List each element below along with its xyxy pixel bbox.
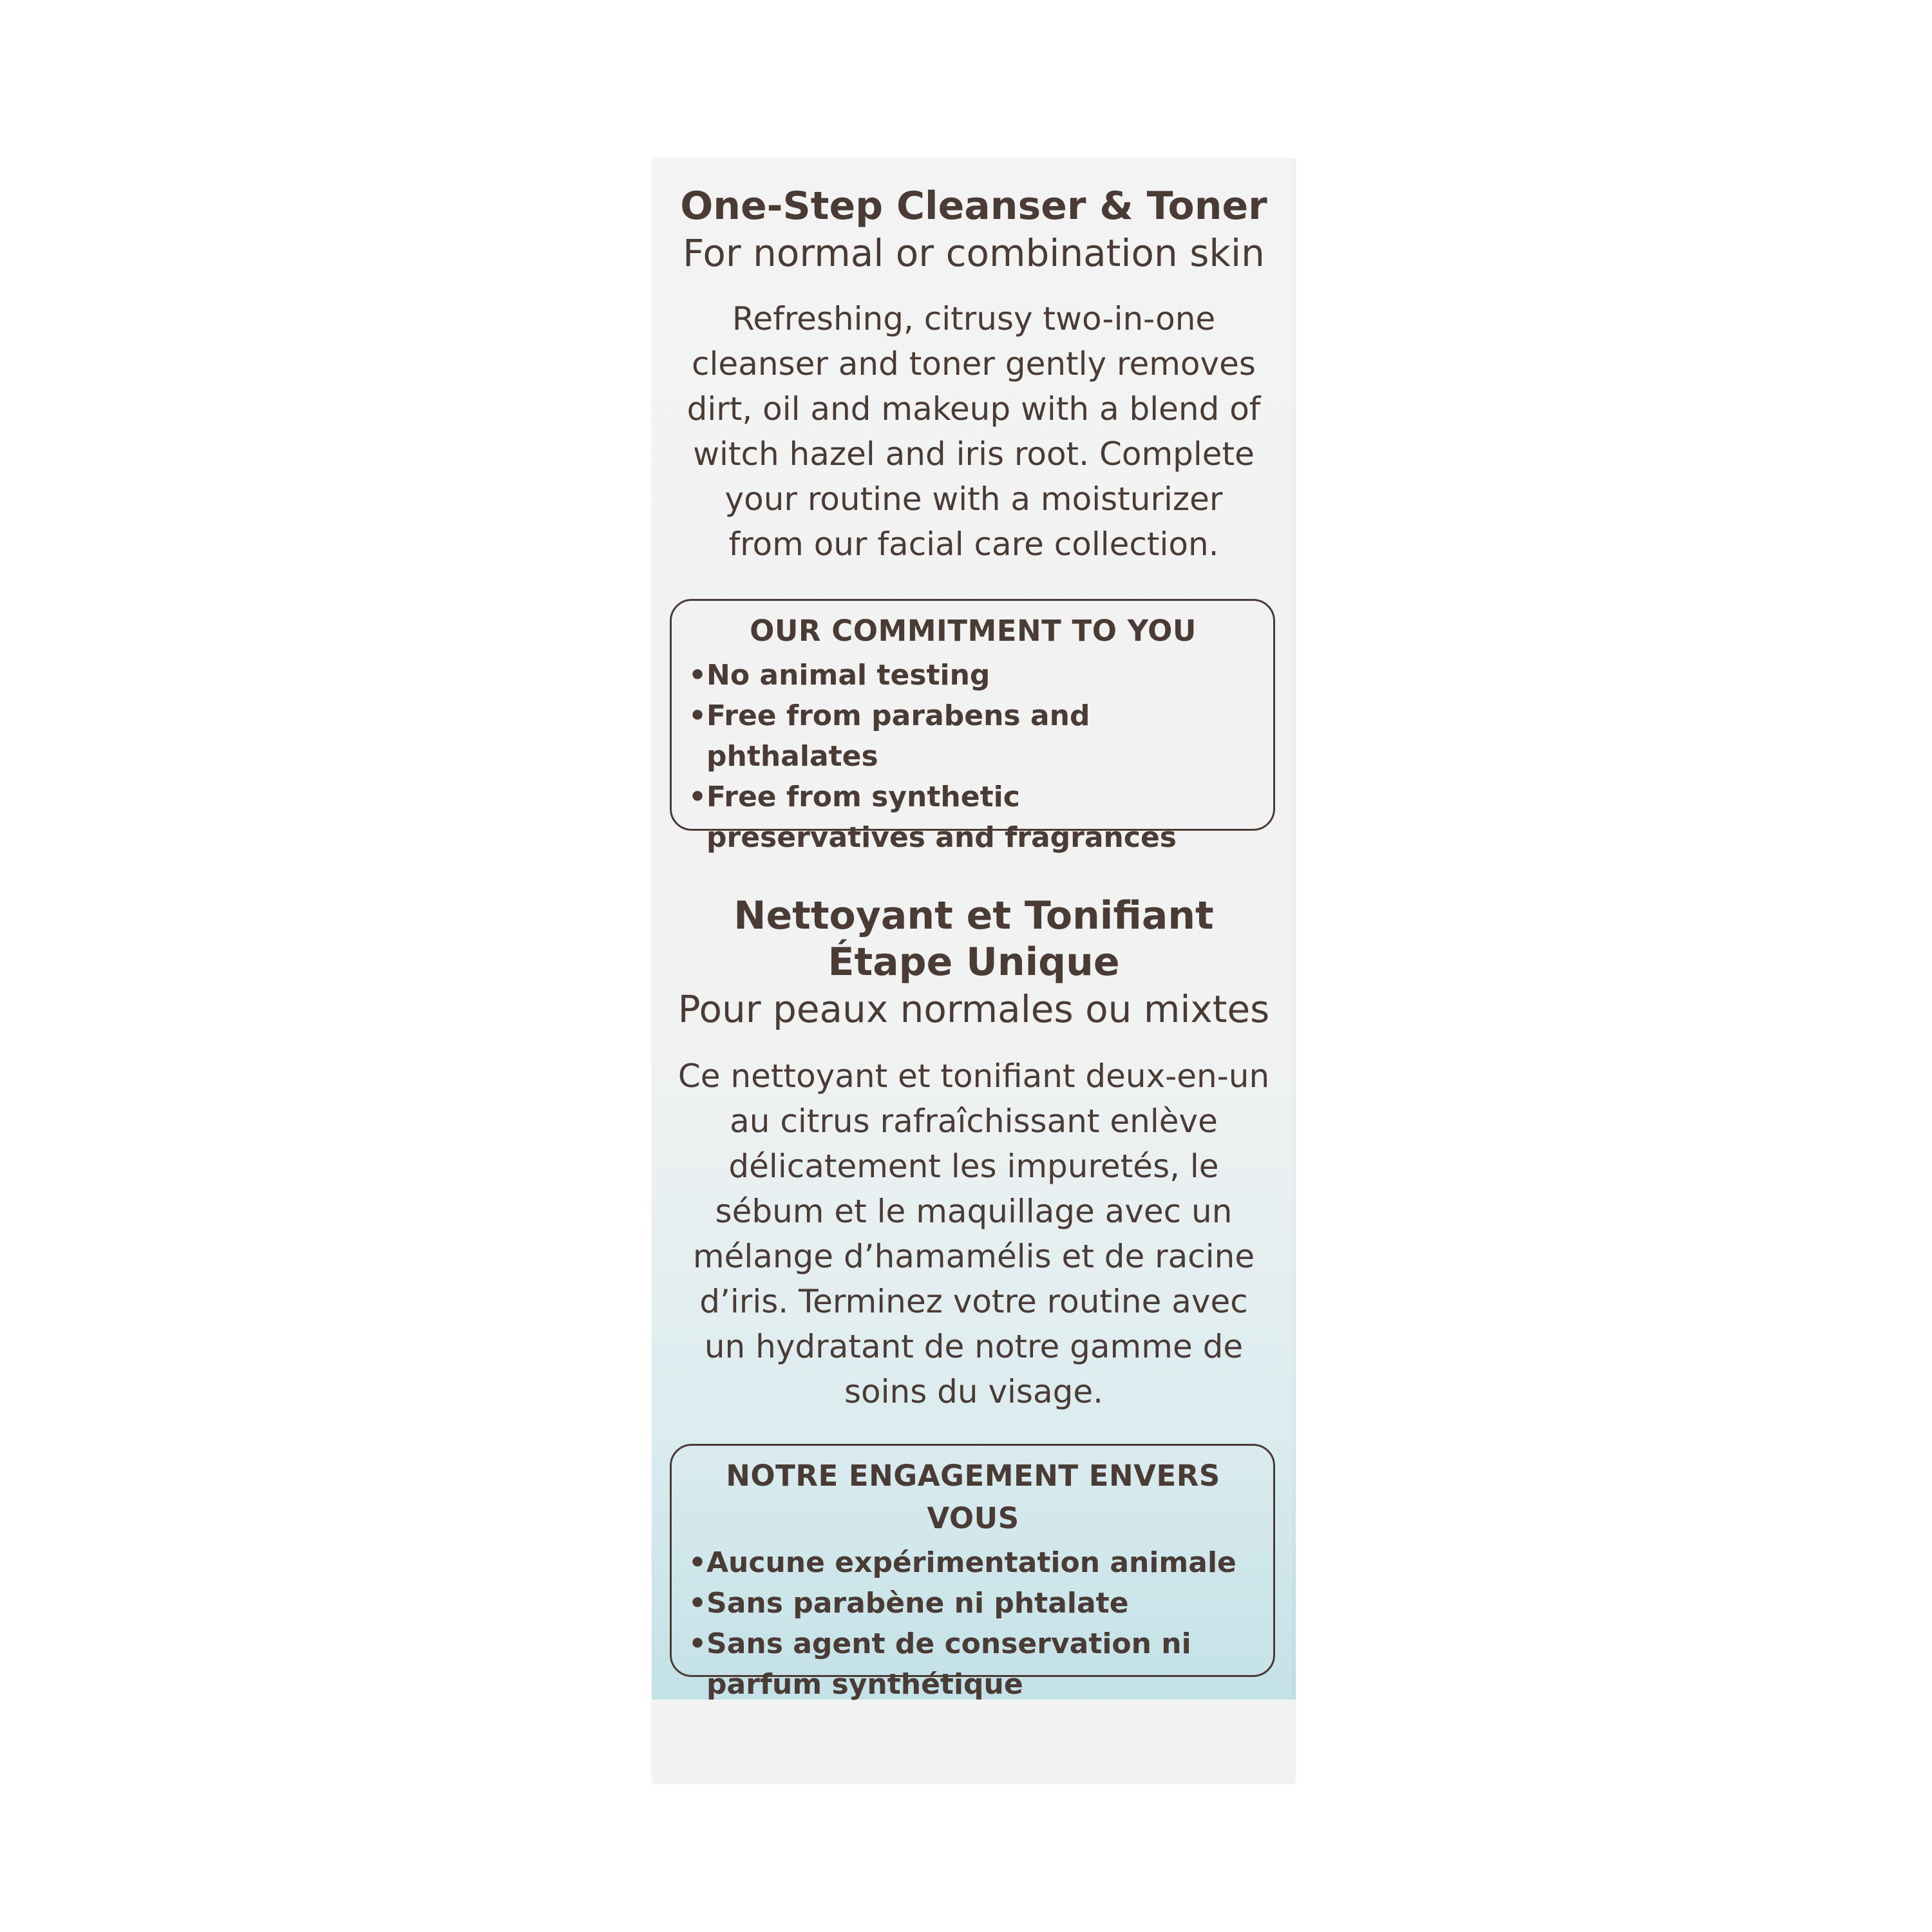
french-commitment-heading: NOTRE ENGAGEMENT ENVERS VOUS (726, 1459, 1220, 1535)
list-item (688, 696, 1258, 777)
french-description (652, 1054, 1296, 1414)
french-description-line: au citrus rafraîchissant enlève (730, 1103, 1218, 1140)
english-description-line: witch hazel and iris root. Complete (693, 435, 1255, 473)
list-item-text: No animal testing (706, 659, 990, 692)
list-item-text: Sans parabène ni phtalate (706, 1587, 1129, 1620)
list-item-text: Free from synthetic preservatives and fragrances (706, 781, 1177, 854)
bullet-icon: • (688, 659, 707, 692)
list-item-text: Sans agent de conservation ni parfum synthétique (706, 1627, 1191, 1701)
french-description-line: soins du visage. (844, 1373, 1104, 1410)
bullet-icon: • (688, 1627, 707, 1660)
box-bottom-flap (652, 1700, 1296, 1784)
list-item-text: Aucune expérimentation animale (706, 1546, 1236, 1579)
french-description-line: Ce nettoyant et tonifiant deux-en-un (677, 1057, 1270, 1095)
french-description-line: d’iris. Terminez votre routine avec (699, 1283, 1248, 1320)
product-box-side-panel (652, 158, 1296, 1784)
list-item (688, 655, 1258, 696)
list-item (688, 777, 1258, 858)
english-title: One-Step Cleanser & Toner (680, 184, 1267, 229)
french-subtitle: Pour peaux normales ou mixtes (677, 987, 1270, 1031)
bullet-icon: • (688, 1587, 707, 1620)
english-description-line: Refreshing, citrusy two-in-one (732, 300, 1216, 337)
english-description-line: cleanser and toner gently removes (692, 345, 1256, 383)
list-item (688, 1624, 1258, 1705)
bullet-icon: • (688, 1546, 707, 1579)
french-section (652, 893, 1296, 1033)
english-section (652, 183, 1296, 277)
bullet-icon: • (688, 699, 707, 732)
english-subtitle: For normal or combination skin (683, 231, 1265, 275)
english-commitment-list (688, 655, 1258, 858)
french-description-line: mélange d’hamamélis et de racine (692, 1238, 1255, 1275)
english-commitment-box (670, 599, 1275, 854)
list-item (688, 1542, 1258, 1583)
french-description-line: sébum et le maquillage avec un (715, 1193, 1233, 1230)
english-description-line: your routine with a moisturizer (724, 480, 1223, 518)
french-commitment-list (688, 1542, 1258, 1705)
french-title-line2: Étape Unique (828, 940, 1120, 985)
bullet-icon: • (688, 781, 707, 813)
french-commitment-box (670, 1444, 1275, 1701)
french-description-line: un hydratant de notre gamme de (704, 1328, 1244, 1365)
english-description-line: from our facial care collection. (728, 526, 1219, 563)
french-title-line1: Nettoyant et Tonifiant (734, 893, 1214, 938)
french-description-line: délicatement les impuretés, le (728, 1148, 1219, 1185)
english-description-line: dirt, oil and makeup with a blend of (687, 390, 1261, 428)
english-commitment-heading: OUR COMMITMENT TO YOU (750, 614, 1197, 648)
list-item (688, 1583, 1258, 1624)
english-description (652, 296, 1296, 567)
list-item-text: Free from parabens and phthalates (706, 699, 1090, 773)
